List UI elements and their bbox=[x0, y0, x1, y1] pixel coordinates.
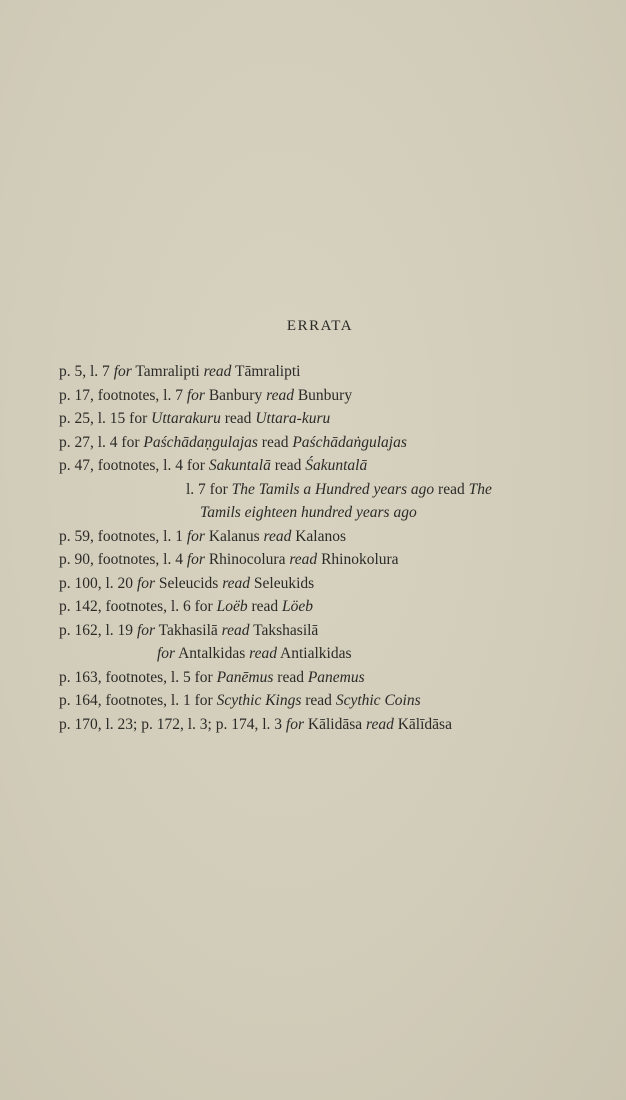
errata-entry: p. 17, footnotes, l. 7 for Banbury read Bunbury bbox=[59, 386, 353, 404]
errata-entry: p. 5, l. 7 for Tamralipti read Tāmralipti bbox=[59, 363, 301, 380]
errata-entry: p. 25, l. 15 for Uttarakuru read Uttara-kuru bbox=[59, 410, 331, 427]
errata-entry-continuation: Tamils eighteen hundred years ago bbox=[200, 504, 417, 521]
errata-entry: p. 100, l. 20 for Seleucids read Seleukids bbox=[59, 574, 315, 592]
errata-entry: p. 90, footnotes, l. 4 for Rhinocolura read Rhinokolura bbox=[59, 551, 399, 568]
errata-entry: p. 27, l. 4 for Paśchādaṇgulajas read Paśchādaṅgulajas bbox=[59, 433, 407, 451]
errata-entry: p. 47, footnotes, l. 4 for Sakuntalā read Śakuntalā bbox=[59, 457, 368, 474]
errata-list bbox=[59, 360, 599, 736]
page-title: ERRATA bbox=[286, 318, 354, 334]
errata-entry-continuation: l. 7 for The Tamils a Hundred years ago read The bbox=[186, 480, 492, 498]
errata-entry: p. 162, l. 19 for Takhasilā read Takshasilā bbox=[59, 621, 319, 639]
errata-entry: p. 163, footnotes, l. 5 for Panēmus read Panemus bbox=[59, 668, 365, 686]
errata-entry: p. 142, footnotes, l. 6 for Loëb read Löeb bbox=[59, 598, 313, 615]
errata-entry: p. 170, l. 23; p. 172, l. 3; p. 174, l. 3 for Kālidāsa read Kālīdāsa bbox=[59, 715, 452, 733]
errata-entry: p. 164, footnotes, l. 1 for Scythic Kings read Scythic Coins bbox=[59, 692, 421, 709]
errata-entry: p. 59, footnotes, l. 1 for Kalanus read Kalanos bbox=[59, 527, 347, 545]
errata-entry-continuation: for Antalkidas read Antialkidas bbox=[157, 645, 352, 662]
